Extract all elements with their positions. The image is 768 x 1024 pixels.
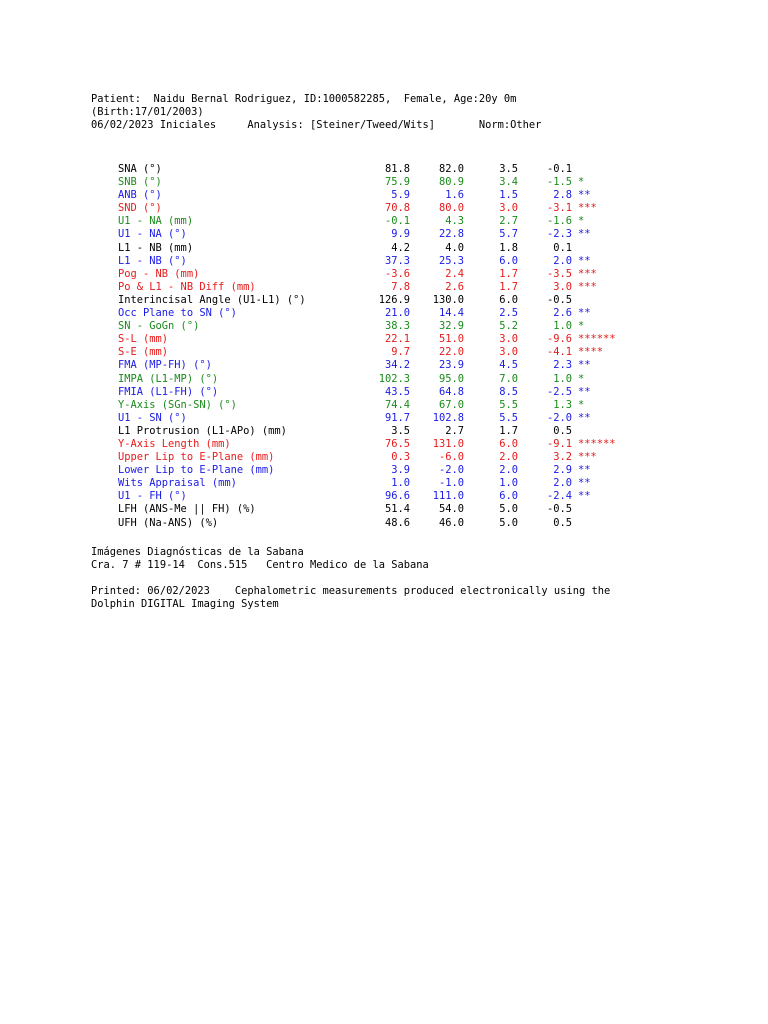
measurement-norm: 32.9 [438,320,464,333]
measurement-label: Po & L1 - NB Diff (mm) [118,280,256,293]
measurement-deviation: -0.5 [546,293,572,306]
table-row [0,425,768,438]
measurement-deviation: 0.5 [553,424,572,437]
measurement-norm: -2.0 [438,464,464,477]
measurement-deviation: -1.5 [546,176,572,189]
measurement-stars: ** [578,189,591,202]
clinic-address: Cra. 7 # 119-14 Cons.515 Centro Medico de la Sabana [91,559,429,571]
table-row [0,307,768,320]
measurement-deviation: 1.0 [553,372,572,385]
measurement-stars: ** [578,490,591,503]
measurement-label: SNA (°) [118,163,162,175]
measurement-norm: 111.0 [432,490,464,503]
measurement-stars: *** [578,451,597,464]
measurement-sd: 5.7 [499,228,518,241]
measurement-stars: *** [578,280,597,293]
measurement-value: 81.8 [384,163,410,175]
measurement-value: 70.8 [384,202,410,215]
measurement-value: 3.9 [391,464,410,477]
measurement-deviation: -2.0 [546,411,572,424]
measurement-norm: 22.0 [438,346,464,359]
measurement-value: 43.5 [384,385,410,398]
measurement-stars: *** [578,202,597,215]
measurement-label: SND (°) [118,202,162,215]
measurement-sd: 1.0 [499,477,518,490]
measurement-norm: 4.0 [445,241,464,254]
measurement-value: 51.4 [384,503,410,516]
measurement-label: SNB (°) [118,176,162,189]
measurement-deviation: 0.5 [553,516,572,529]
measurement-norm: 67.0 [438,398,464,411]
measurement-label: U1 - SN (°) [118,411,187,424]
table-row [0,268,768,281]
measurement-sd: 4.5 [499,359,518,372]
measurement-deviation: -2.5 [546,385,572,398]
measurement-value: -0.1 [384,215,410,228]
measurement-label: Lower Lip to E-Plane (mm) [118,464,275,477]
measurement-stars: ****** [578,333,616,346]
measurement-value: 74.4 [384,398,410,411]
measurement-deviation: 0.1 [553,241,572,254]
table-row [0,399,768,412]
measurement-deviation: -3.5 [546,267,572,280]
measurement-deviation: -2.4 [546,490,572,503]
measurement-label: Upper Lip to E-Plane (mm) [118,451,275,464]
measurement-sd: 3.0 [499,333,518,346]
measurement-label: SN - GoGn (°) [118,320,200,333]
measurement-deviation: 3.2 [553,451,572,464]
measurement-stars: ** [578,307,591,320]
table-row [0,176,768,189]
measurement-value: 3.5 [391,424,410,437]
measurement-deviation: 2.8 [553,189,572,202]
measurement-label: U1 - FH (°) [118,490,187,503]
table-row [0,373,768,386]
table-row [0,438,768,451]
measurement-value: 5.9 [391,189,410,202]
measurement-label: L1 - NB (mm) [118,241,194,254]
measurement-deviation: -3.1 [546,202,572,215]
table-row [0,202,768,215]
measurement-label: U1 - NA (mm) [118,215,194,228]
measurement-label: Occ Plane to SN (°) [118,307,237,320]
measurement-sd: 2.5 [499,307,518,320]
table-row [0,242,768,255]
measurement-value: 22.1 [384,333,410,346]
measurement-label: S-E (mm) [118,346,169,359]
table-row [0,333,768,346]
measurement-norm: 54.0 [438,503,464,516]
measurement-value: 48.6 [384,516,410,529]
table-row [0,490,768,503]
table-row [0,163,768,176]
measurement-norm: 2.7 [445,424,464,437]
measurement-norm: -6.0 [438,451,464,464]
measurement-stars: * [578,176,585,189]
measurement-norm: 51.0 [438,333,464,346]
measurement-deviation: -9.6 [546,333,572,346]
measurement-norm: 80.9 [438,176,464,189]
measurement-deviation: 2.3 [553,359,572,372]
measurement-value: 96.6 [384,490,410,503]
measurement-norm: 82.0 [438,163,464,175]
measurement-value: 9.7 [391,346,410,359]
measurement-value: 21.0 [384,307,410,320]
measurement-label: Interincisal Angle (U1-L1) (°) [118,293,306,306]
measurement-label: ANB (°) [118,189,162,202]
measurement-sd: 1.7 [499,267,518,280]
measurement-deviation: 2.0 [553,477,572,490]
measurement-deviation: -0.1 [546,163,572,175]
measurement-sd: 5.0 [499,516,518,529]
measurement-value: 0.3 [391,451,410,464]
measurement-norm: 130.0 [432,293,464,306]
measurement-stars: ** [578,385,591,398]
measurement-value: 7.8 [391,280,410,293]
measurement-sd: 5.0 [499,503,518,516]
table-row [0,386,768,399]
measurement-sd: 7.0 [499,372,518,385]
measurement-label: Y-Axis (SGn-SN) (°) [118,398,237,411]
measurement-value: 76.5 [384,437,410,450]
measurement-label: U1 - NA (°) [118,228,187,241]
measurement-label: S-L (mm) [118,333,169,346]
measurement-norm: 22.8 [438,228,464,241]
birth-line: (Birth:17/01/2003) [91,106,204,118]
table-row [0,503,768,516]
measurement-sd: 1.7 [499,280,518,293]
table-row [0,451,768,464]
measurement-norm: 95.0 [438,372,464,385]
measurement-sd: 3.4 [499,176,518,189]
measurement-norm: 131.0 [432,437,464,450]
measurement-deviation: -0.5 [546,503,572,516]
measurement-norm: 80.0 [438,202,464,215]
measurement-norm: 64.8 [438,385,464,398]
measurement-norm: 25.3 [438,254,464,267]
measurement-value: 37.3 [384,254,410,267]
table-row [0,255,768,268]
measurement-stars: ****** [578,437,616,450]
measurement-stars: ** [578,411,591,424]
measurement-norm: 2.6 [445,280,464,293]
table-row [0,346,768,359]
measurement-sd: 5.2 [499,320,518,333]
measurement-deviation: 3.0 [553,280,572,293]
measurement-sd: 1.7 [499,424,518,437]
measurement-label: L1 - NB (°) [118,254,187,267]
measurement-value: 34.2 [384,359,410,372]
measurement-sd: 6.0 [499,293,518,306]
measurement-sd: 2.0 [499,464,518,477]
table-row [0,189,768,202]
measurement-deviation: -4.1 [546,346,572,359]
measurement-stars: * [578,320,585,333]
measurement-label: Y-Axis Length (mm) [118,437,231,450]
measurement-deviation: 1.0 [553,320,572,333]
measurement-stars: ** [578,228,591,241]
measurement-stars: ** [578,477,591,490]
measurement-stars: ** [578,464,591,477]
measurement-sd: 2.0 [499,451,518,464]
measurement-label: Wits Appraisal (mm) [118,477,237,490]
table-row [0,517,768,530]
analysis-line: 06/02/2023 Iniciales Analysis: [Steiner/Tweed/Wits] Norm:Other [91,119,542,131]
measurement-label: FMIA (L1-FH) (°) [118,385,219,398]
measurements-table [0,163,768,530]
measurement-stars: *** [578,267,597,280]
table-row [0,464,768,477]
measurement-norm: 2.4 [445,267,464,280]
measurement-norm: 1.6 [445,189,464,202]
measurement-stars: **** [578,346,604,359]
table-row [0,228,768,241]
measurement-value: -3.6 [384,267,410,280]
measurement-sd: 2.7 [499,215,518,228]
measurement-sd: 1.8 [499,241,518,254]
measurement-label: L1 Protrusion (L1-APo) (mm) [118,424,287,437]
measurement-sd: 6.0 [499,437,518,450]
measurement-deviation: -9.1 [546,437,572,450]
printed-line: Printed: 06/02/2023 Cephalometric measurements produced electronically using the [91,585,611,597]
measurement-label: IMPA (L1-MP) (°) [118,372,219,385]
table-row [0,412,768,425]
table-row [0,477,768,490]
measurement-norm: 46.0 [438,516,464,529]
measurement-value: 1.0 [391,477,410,490]
dolphin-line: Dolphin DIGITAL Imaging System [91,598,279,610]
measurement-deviation: 2.0 [553,254,572,267]
measurement-sd: 8.5 [499,385,518,398]
measurement-sd: 3.0 [499,346,518,359]
measurement-value: 126.9 [378,293,410,306]
measurement-value: 75.9 [384,176,410,189]
measurement-value: 102.3 [378,372,410,385]
measurement-sd: 5.5 [499,411,518,424]
measurement-stars: * [578,398,585,411]
table-row [0,281,768,294]
measurement-label: UFH (Na-ANS) (%) [118,516,219,529]
measurement-sd: 3.0 [499,202,518,215]
measurement-sd: 3.5 [499,163,518,175]
table-row [0,359,768,372]
measurement-deviation: 2.9 [553,464,572,477]
measurement-deviation: -1.6 [546,215,572,228]
measurement-stars: ** [578,254,591,267]
measurement-sd: 5.5 [499,398,518,411]
measurement-value: 38.3 [384,320,410,333]
clinic-name: Imágenes Diagnósticas de la Sabana [91,546,304,558]
measurement-stars: * [578,372,585,385]
measurement-stars: ** [578,359,591,372]
measurement-norm: 102.8 [432,411,464,424]
table-row [0,320,768,333]
measurement-norm: 4.3 [445,215,464,228]
measurement-norm: 23.9 [438,359,464,372]
measurement-sd: 1.5 [499,189,518,202]
measurement-value: 4.2 [391,241,410,254]
measurement-label: Pog - NB (mm) [118,267,200,280]
measurement-sd: 6.0 [499,254,518,267]
measurement-norm: 14.4 [438,307,464,320]
measurement-sd: 6.0 [499,490,518,503]
measurement-deviation: 1.3 [553,398,572,411]
measurement-value: 91.7 [384,411,410,424]
measurement-value: 9.9 [391,228,410,241]
measurement-deviation: 2.6 [553,307,572,320]
patient-line: Patient: Naidu Bernal Rodriguez, ID:1000582285, Female, Age:20y 0m [91,93,517,105]
table-row [0,294,768,307]
measurement-label: LFH (ANS-Me || FH) (%) [118,503,256,516]
measurement-label: FMA (MP-FH) (°) [118,359,212,372]
measurement-deviation: -2.3 [546,228,572,241]
table-row [0,215,768,228]
measurement-stars: * [578,215,585,228]
measurement-norm: -1.0 [438,477,464,490]
